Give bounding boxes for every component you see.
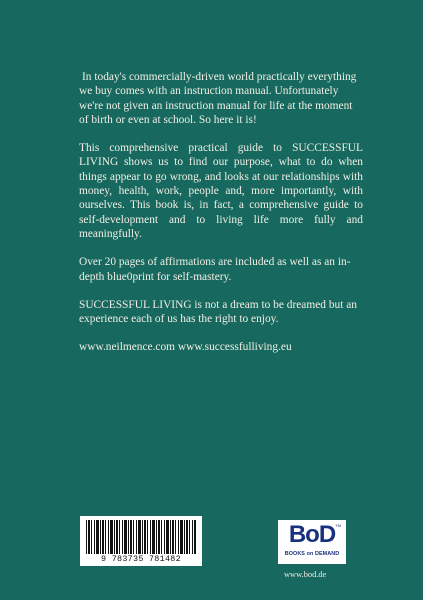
blurb-paragraph-guide: This comprehensive practical guide to SUCCESSFUL LIVING shows us to find our purpose, what to do when things appear to go wrong, and looks at our relationships with money, health, work, people and, more importantly, with ourselves. This book is, in fact, a comprehensive guide to self-development and to living life more fully and meaningfully.: [79, 142, 363, 240]
bod-logo: [278, 520, 346, 564]
author-websites: www.neilmence.com www.successfulliving.eu: [79, 341, 292, 354]
blurb-paragraph-intro: In today's commercially-driven world practically everything we buy comes with an instruction manual. Unfortunately we're not given an instruction manual for life at the moment of birth or even at school. So here it is!: [79, 71, 357, 126]
barcode-digits: 9 783735 781482: [101, 554, 181, 564]
bod-trademark: TM: [335, 523, 341, 528]
barcode-bars: [86, 520, 196, 554]
isbn-barcode: [80, 516, 202, 566]
bod-logo-text: BoD: [288, 521, 336, 548]
blurb-text: [79, 70, 363, 369]
bod-subtitle: BOOKS on DEMAND: [284, 551, 340, 557]
publisher-url: www.bod.de: [284, 570, 327, 579]
blurb-paragraph-closing: SUCCESSFUL LIVING is not a dream to be dreamed but an experience each of us has the right to enjoy.: [79, 298, 357, 326]
blurb-paragraph-affirmations: Over 20 pages of affirmations are included as well as an in-depth blue0print for self-mastery.: [79, 256, 351, 283]
